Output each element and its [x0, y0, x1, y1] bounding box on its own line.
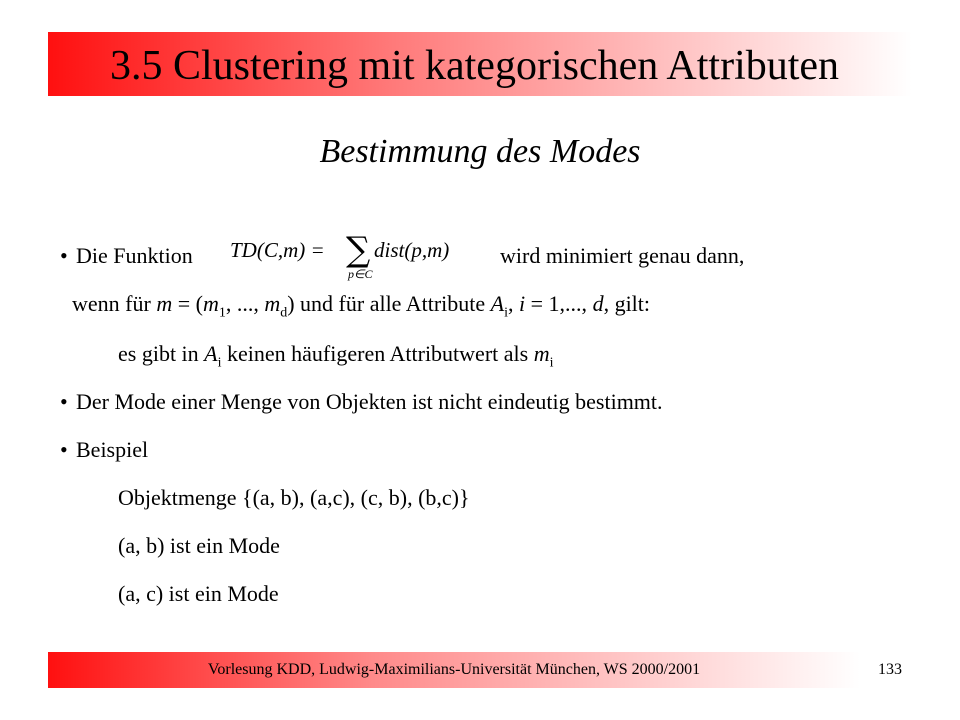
cond-t6: = 1,...,	[525, 291, 593, 316]
attr-A: A	[204, 341, 218, 366]
formula-sum-sub: p∈C	[348, 267, 373, 281]
formula-lhs: TD(C,m) =	[230, 238, 325, 262]
cond-m: m	[156, 291, 173, 316]
cond-t4: ) und für alle Attribute	[287, 291, 491, 316]
cond-sub-i: i	[504, 305, 509, 321]
slide-title: 3.5 Clustering mit kategorischen Attributen	[110, 43, 840, 89]
example-line-3: (a, c) ist ein Mode	[118, 581, 279, 606]
cond-d: d	[592, 291, 604, 316]
bullet-glyph: •	[60, 437, 68, 462]
cond-sub-d: d	[280, 305, 288, 321]
bullet-line-example	[60, 436, 148, 464]
cond-A: A	[490, 291, 505, 316]
cond-t5: ,	[508, 291, 520, 316]
cond-i: i	[519, 291, 526, 316]
attribute-line	[118, 340, 554, 371]
example-heading: Beispiel	[76, 437, 149, 462]
attr-m: m	[533, 341, 550, 366]
bullet-glyph: •	[60, 389, 68, 414]
page-number: 133	[878, 661, 902, 678]
example-line-1: Objektmenge {(a, b), (a,c), (c, b), (b,c)}	[118, 485, 470, 510]
footer-text: Vorlesung KDD, Ludwig-Maximilians-Universität München, WS 2000/2001	[207, 661, 701, 678]
cond-t7: , gilt:	[603, 291, 651, 316]
cond-t3: , ...,	[225, 291, 265, 316]
cond-t1: wenn für	[72, 291, 157, 316]
bullet-line-mode	[60, 388, 663, 416]
subtitle: Bestimmung des Modes	[319, 133, 641, 170]
formula-sum-sign: ∑	[346, 230, 371, 270]
attr-t1: es gibt in	[118, 341, 205, 366]
cond-t2: = (	[172, 291, 203, 316]
cond-sub-1: 1	[218, 305, 226, 321]
function-text-before: Die Funktion	[76, 243, 193, 268]
bullet-line-function	[60, 242, 193, 270]
cond-m1: m	[202, 291, 219, 316]
condition-line	[72, 290, 651, 321]
example-line-2: (a, b) ist ein Mode	[118, 533, 280, 558]
attr-t2: keinen häufigeren Attributwert als	[221, 341, 534, 366]
formula-rhs: dist(p,m)	[374, 238, 450, 262]
cond-md: m	[264, 291, 281, 316]
attr-sub-i: i	[217, 355, 222, 371]
mode-text: Der Mode einer Menge von Objekten ist nicht eindeutig bestimmt.	[76, 389, 663, 414]
td-formula	[228, 228, 488, 282]
bullet-glyph: •	[60, 243, 68, 268]
attr-sub-m: i	[549, 355, 554, 371]
function-text-after: wird minimiert genau dann,	[500, 243, 745, 268]
